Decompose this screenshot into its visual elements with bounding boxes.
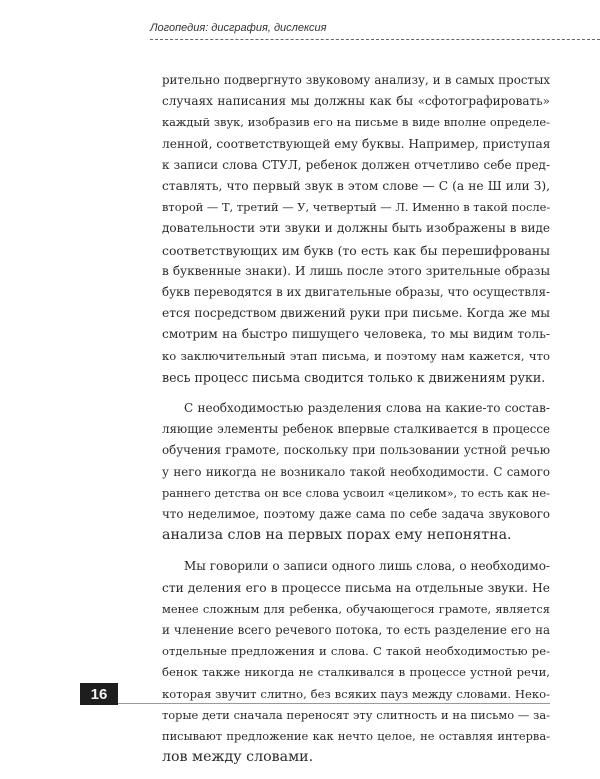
paragraph-2 <box>162 398 550 546</box>
text-line: смотрим на быстро пишущего человека, то мы видим толь- <box>162 327 550 342</box>
footer-rule <box>118 703 550 704</box>
text-line: которая звучит слитно, без всяких пауз между словами. Неко- <box>162 686 550 701</box>
text-line: писывают предложение как нечто целое, не оставляя интерва- <box>162 729 550 744</box>
text-line: сти деления его в процессе письма на отдельные звуки. Не <box>162 580 550 595</box>
text-line: у него никогда не возникало такой необходимости. С самого <box>162 464 550 479</box>
text-line: довательности эти звуки и должны быть изображены в виде <box>162 221 550 236</box>
text-line: соответствующих им букв (то есть как бы перешифрованы <box>162 242 550 258</box>
text-line: каждый звук, изобразив его на письме в виде вполне определе- <box>162 115 550 130</box>
text-line: ставлять, что первый звук в этом слове — С (а не Ш или З), <box>162 179 550 194</box>
paragraph-3 <box>162 556 550 768</box>
text-line: Мы говорили о записи одного лишь слова, о необходимо- <box>184 559 550 574</box>
text-line: в буквенные знаки). И лишь после этого зрительные образы <box>162 263 550 278</box>
text-line: второй — Т, третий — У, четвертый — Л. Именно в такой после- <box>162 200 551 215</box>
text-line: раннего детства он все слова усвоил «целиком», то есть как не- <box>162 485 550 500</box>
text-line: лов между словами. <box>162 749 314 766</box>
running-header: Логопедия: дисграфия, дислексия <box>150 22 327 34</box>
text-line: менее сложным для ребенка, обучающегося грамоте, является <box>162 601 550 616</box>
text-line: весь процесс письма сводится только к движениям руки. <box>162 369 546 385</box>
page-number: 16 <box>80 683 118 705</box>
text-line: к записи слова СТУЛ, ребенок должен отчетливо себе пред- <box>162 157 550 172</box>
text-line: ко заключительный этап письма, и поэтому нам кажется, что <box>162 348 550 363</box>
header-rule <box>150 39 600 40</box>
text-line: рительно подвергнуто звуковому анализу, и в самых простых <box>162 73 550 87</box>
text-line: ленной, соответствующей ему буквы. Например, приступая <box>162 136 551 151</box>
text-line: анализа слов на первых порах ему непонятна. <box>162 527 512 544</box>
text-line: случаях написания мы должны как бы «сфотографировать» <box>162 94 550 109</box>
text-line: ется посредством движений руки при письме. Когда же мы <box>162 306 550 321</box>
text-line: обучения грамоте, поскольку при пользовании устной речью <box>162 443 550 458</box>
body-text <box>162 70 550 779</box>
text-line: что неделимое, поэтому даже сама по себе задача звукового <box>162 507 550 522</box>
text-line: С необходимостью разделения слова на какие-то состав- <box>184 401 550 416</box>
text-line: бенок также никогда не сталкивался в процессе устной речи, <box>162 665 550 680</box>
text-line: ляющие элементы ребенок впервые сталкивается в процессе <box>162 422 550 437</box>
text-line: букв переводятся в их двигательные образы, что осуществля- <box>162 285 550 300</box>
text-line: отдельные предложения и слова. С такой необходимостью ре- <box>162 644 550 659</box>
paragraph-1 <box>162 70 550 388</box>
text-line: и членение всего речевого потока, то есть разделение его на <box>162 623 550 638</box>
text-line: торые дети сначала переносят эту слитность и на письмо — за- <box>162 707 550 722</box>
